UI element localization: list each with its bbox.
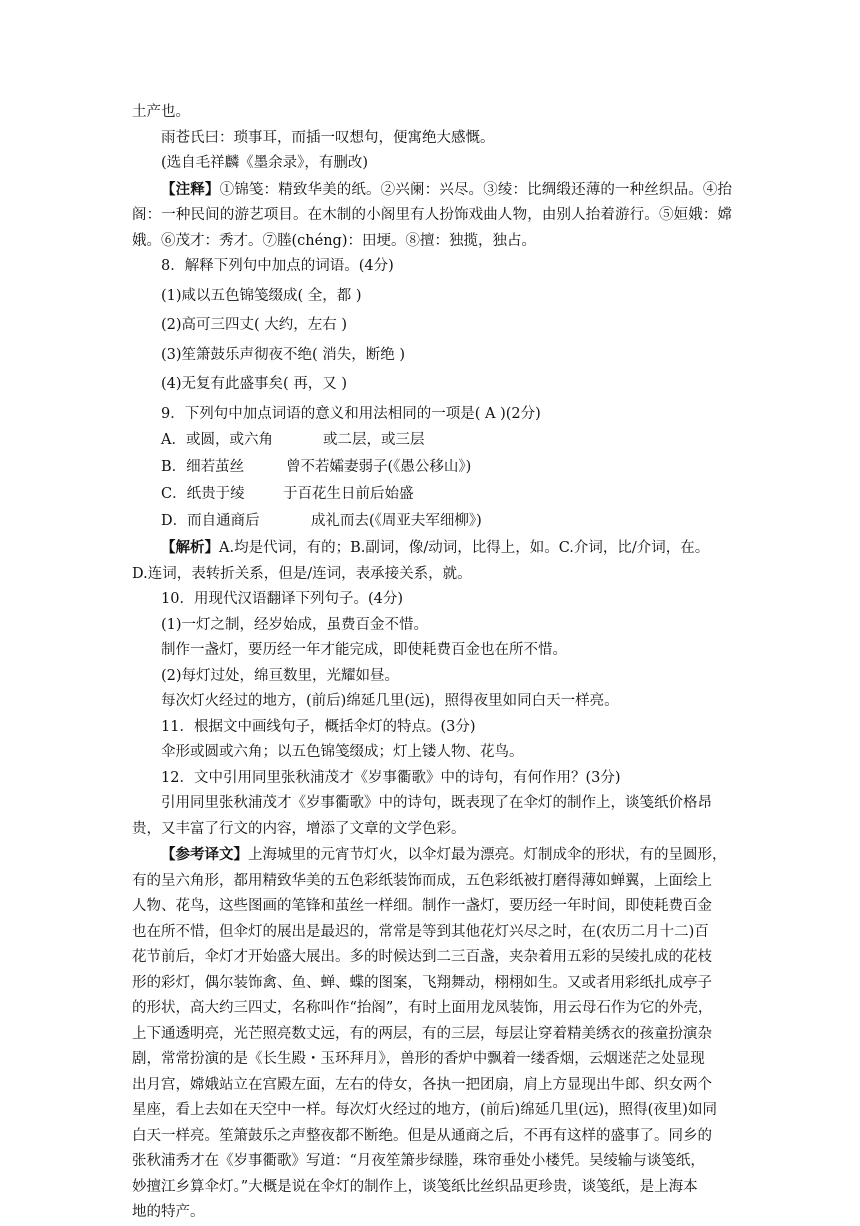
question-8-item-3: (3)笙箫鼓乐声彻夜不绝( 消失，断绝 ) bbox=[161, 346, 406, 363]
question-12-stem: 12．文中引用同里张秋浦茂才《岁事衢歌》中的诗句，有何作用？(3分) bbox=[161, 769, 621, 786]
translation-line-9: 剧，常常扮演的是《长生殿・玉环拜月》，兽形的香炉中飘着一缕香烟，云烟迷茫之处显现 bbox=[132, 1051, 705, 1067]
option-c-label: C．纸贵于绫 bbox=[161, 486, 245, 502]
option-c-pair: 于百花生日前后始盛 bbox=[283, 486, 414, 502]
question-8-stem: 8．解释下列句中加点的词语。(4分) bbox=[161, 258, 394, 274]
question-10-sentence-1: (1)一灯之制，经岁始成，虽费百金不惜。 bbox=[161, 616, 429, 633]
document-page bbox=[132, 100, 732, 1226]
question-12-answer-line-2: 贵，又丰富了行文的内容，增添了文章的文学色彩。 bbox=[132, 820, 466, 837]
translation-line-1: 【参考译文】上海城里的元宵节灯火，以伞灯最为漂亮。灯制成伞的形状，有的呈圆形， bbox=[161, 846, 727, 863]
question-10-sentence-2: (2)每灯过处，绵亘数里，光耀如昼。 bbox=[161, 667, 400, 684]
translation-line-15: 地的特产。 bbox=[132, 1204, 205, 1220]
notes-text: ①锦笺：精致华美的纸。②兴阑：兴尽。③绫：比绸缎还薄的一种丝织品。④抬阁：一种民间的游艺项目。在木制的小阁里有人扮饰戏曲人物，由别人抬着游行。⑤姮娥：嫦娥。⑥茂才：秀才。⑦塍(chéng)：田埂。⑧擅：独揽，独占。 bbox=[132, 181, 733, 249]
option-b-pair: 曾不若孀妻弱子(《愚公移山》) bbox=[286, 459, 472, 475]
analysis-line-1: A.均是代词，有的；B.副词，像/动词，比得上，如。C.介词，比/介词，在。 bbox=[219, 540, 710, 556]
translation-line-10: 出月宫，嫦娥站立在宫殿左面，左右的侍女，各执一把团扇，肩上方显现出牛郎、织女两个 bbox=[132, 1076, 712, 1093]
question-10-stem: 10．用现代汉语翻译下列句子。(4分) bbox=[161, 591, 403, 607]
translation-line-8: 上下通透明亮，光芒照亮数丈远，有的两层，有的三层，每层让穿着精美绣衣的孩童扮演杂 bbox=[132, 1025, 712, 1042]
translation-line-11: 星座，看上去如在天空中一样。每次灯火经过的地方，(前后)绵延几里(远)，照得(夜里)如同 bbox=[132, 1102, 717, 1118]
passage-continuation: 土产也。 bbox=[132, 104, 190, 120]
analysis-label: 【解析】 bbox=[161, 539, 219, 556]
option-d-label: D．而自通商后 bbox=[161, 513, 260, 529]
question-8-item-1: (1)咸以五色锦笺缀成( 全，都 ) bbox=[161, 287, 362, 304]
question-11-stem: 11．根据文中画线句子，概括伞灯的特点。(3分) bbox=[161, 718, 476, 735]
question-10-answer-2: 每次灯火经过的地方，(前后)绵延几里(远)，照得夜里如同白天一样亮。 bbox=[161, 693, 619, 709]
translation-line-13: 张秋浦秀才在《岁事衢歌》写道：“月夜笙箫步绿塍，珠帘垂处小楼凭。吴绫输与谈笺纸， bbox=[132, 1153, 705, 1169]
question-9-analysis bbox=[132, 535, 732, 562]
question-9-stem: 9．下列句中加点词语的意义和用法相同的一项是( A )(2分) bbox=[161, 405, 541, 422]
passage-source: (选自毛祥麟《墨余录》，有删改) bbox=[161, 155, 369, 171]
analysis-line-2: D.连词，表转折关系，但是/连词，表承接关系，就。 bbox=[132, 565, 472, 582]
translation-line-12: 白天一样亮。笙箫鼓乐之声整夜都不断绝。但是从通商之后，不再有这样的盛事了。同乡的 bbox=[132, 1127, 712, 1144]
question-10-answer-1: 制作一盏灯，要历经一年才能完成，即使耗费百金也在所不惜。 bbox=[161, 642, 567, 658]
translation-line-7: 的形状，高大约三四丈，名称叫作“抬阁”，有时上面用龙凤装饰，用云母石作为它的外壳， bbox=[132, 1000, 713, 1016]
translation-line-2: 有的呈六角形，都用精致华美的五色彩纸装饰而成，五色彩纸被打磨得薄如蝉翼，上面绘上 bbox=[132, 872, 712, 889]
passage-comment: 雨苍氏曰：琐事耳，而插一叹想句，便寓绝大感慨。 bbox=[161, 129, 495, 146]
question-9-option-c bbox=[132, 481, 732, 508]
option-a-label: A．或圆，或六角 bbox=[161, 432, 273, 448]
translation-line-5: 花节前后，伞灯才开始盛大展出。多的时候达到二三百盏，夹杂着用五彩的吴绫扎成的花枝 bbox=[132, 949, 712, 965]
translation-line-14: 妙擅江乡算伞灯。”大概是说在伞灯的制作上，谈笺纸比丝织品更珍贵，谈笺纸，是上海本 bbox=[132, 1178, 698, 1195]
translation-label: 【参考译文】 bbox=[161, 846, 248, 863]
question-9-option-a bbox=[132, 427, 732, 454]
translation-line-3: 人物、花鸟，这些图画的笔锋和茧丝一样细。制作一盏灯，要历经一年时间，即使耗费百金 bbox=[132, 898, 712, 914]
translation-line-6: 形的彩灯，偶尔装饰禽、鱼、蝉、蝶的图案，飞翔舞动，栩栩如生。又或者用彩纸扎成亭子 bbox=[132, 974, 712, 991]
notes-label: 【注释】 bbox=[161, 180, 220, 198]
option-b-label: B．细若茧丝 bbox=[161, 459, 245, 475]
option-a-pair: 或二层，或三层 bbox=[323, 432, 425, 448]
question-8-item-4: (4)无复有此盛事矣( 再，又 ) bbox=[161, 376, 348, 392]
question-9-option-b bbox=[132, 454, 732, 481]
question-8-item-2: (2)高可三四丈( 大约，左右 ) bbox=[161, 317, 348, 333]
question-12-answer-line-1: 引用同里张秋浦茂才《岁事衢歌》中的诗句，既表现了在伞灯的制作上，谈笺纸价格昂 bbox=[161, 795, 712, 811]
question-9-option-d bbox=[132, 508, 732, 535]
question-11-answer: 伞形或圆或六角；以五色锦笺缀成；灯上镂人物、花鸟。 bbox=[161, 744, 524, 760]
translation-line-4: 也在所不惜，但伞灯的展出是最迟的，常常是等到其他花灯兴尽之时，在(农历二月十二)百 bbox=[132, 923, 709, 940]
notes-paragraph bbox=[132, 177, 732, 255]
option-d-pair: 成礼而去(《周亚夫军细柳》) bbox=[311, 513, 482, 529]
